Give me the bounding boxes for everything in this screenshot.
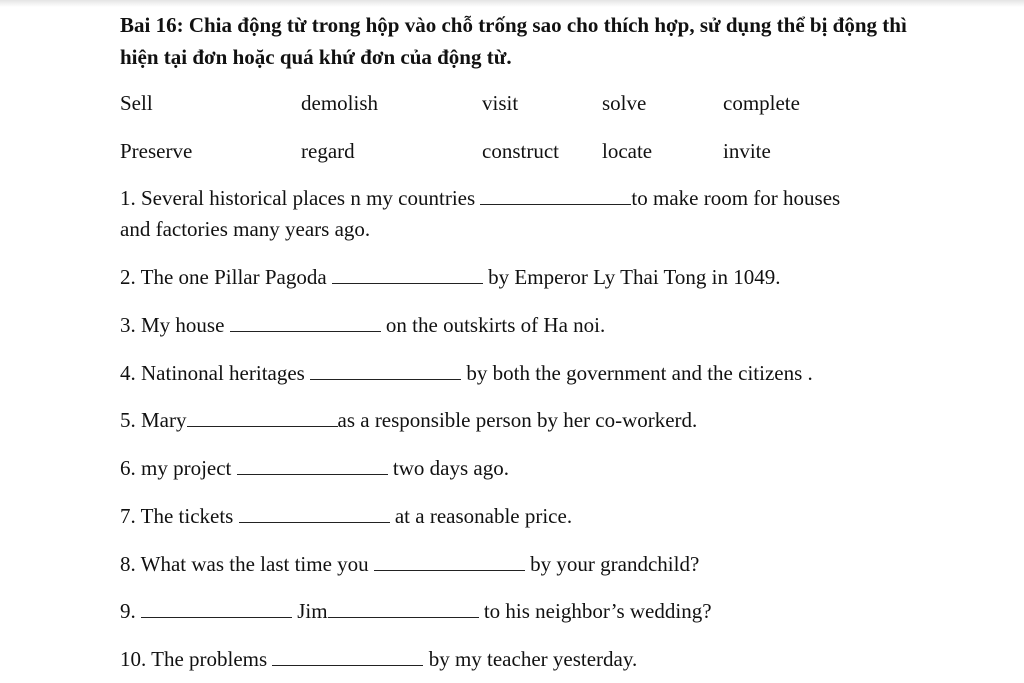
question-4 bbox=[120, 358, 900, 389]
question-text-before: The problems bbox=[151, 647, 268, 671]
verb-word: Sell bbox=[120, 91, 153, 115]
question-3 bbox=[120, 310, 900, 341]
answer-blank[interactable] bbox=[310, 361, 461, 380]
question-text-before: Several historical places n my countries bbox=[141, 186, 476, 210]
question-text-before: my project bbox=[141, 456, 232, 480]
answer-blank[interactable] bbox=[237, 456, 388, 475]
verb-word: regard bbox=[301, 139, 355, 163]
question-7 bbox=[120, 501, 900, 532]
question-text-after: two days ago. bbox=[392, 456, 509, 480]
question-text-middle: Jim bbox=[297, 599, 328, 623]
answer-blank[interactable] bbox=[328, 599, 479, 618]
question-number: 10. bbox=[120, 647, 147, 671]
verb-word: demolish bbox=[301, 91, 378, 115]
question-text-after: by both the government and the citizens . bbox=[466, 361, 813, 385]
question-text-after: by your grandchild? bbox=[530, 552, 700, 576]
question-number: 5. bbox=[120, 408, 136, 432]
question-text-after: to his neighbor’s wedding? bbox=[483, 599, 712, 623]
question-text-after: as a responsible person by her co-workerd. bbox=[337, 408, 698, 432]
question-number: 4. bbox=[120, 361, 136, 385]
question-text-before: Natinonal heritages bbox=[141, 361, 305, 385]
question-text-after: by my teacher yesterday. bbox=[428, 647, 638, 671]
window-top-shadow bbox=[0, 0, 1024, 7]
verb-word: locate bbox=[602, 139, 653, 163]
answer-blank[interactable] bbox=[374, 552, 525, 571]
answer-blank[interactable] bbox=[272, 647, 423, 666]
question-text-after: on the outskirts of Ha noi. bbox=[385, 313, 606, 337]
question-number: 7. bbox=[120, 504, 136, 528]
answer-blank[interactable] bbox=[187, 408, 338, 427]
verb-word: Preserve bbox=[120, 139, 193, 163]
question-number: 6. bbox=[120, 456, 136, 480]
question-number: 8. bbox=[120, 552, 136, 576]
question-text-before: The tickets bbox=[140, 504, 234, 528]
question-number: 2. bbox=[120, 265, 136, 289]
answer-blank[interactable] bbox=[141, 599, 292, 618]
question-text-after: by Emperor Ly Thai Tong in 1049. bbox=[488, 265, 781, 289]
verb-word: complete bbox=[723, 91, 800, 115]
verb-word: solve bbox=[602, 91, 647, 115]
question-1 bbox=[120, 183, 850, 245]
answer-blank[interactable] bbox=[332, 265, 483, 284]
question-6 bbox=[120, 453, 900, 484]
question-text-before: What was the last time you bbox=[140, 552, 369, 576]
question-9 bbox=[120, 596, 900, 627]
question-number: 3. bbox=[120, 313, 136, 337]
question-text-before: My house bbox=[141, 313, 225, 337]
verb-box-row-2 bbox=[120, 136, 880, 166]
verb-word: construct bbox=[482, 139, 559, 163]
question-number: 1. bbox=[120, 186, 136, 210]
question-8 bbox=[120, 549, 900, 580]
question-text-after: at a reasonable price. bbox=[394, 504, 573, 528]
exercise-title: Bai 16: Chia động từ trong hộp vào chỗ trống sao cho thích hợp, sử dụng thể bị động thì hiện tại đơn hoặc quá khứ đơn của động từ. bbox=[120, 13, 907, 69]
question-text-before: The one Pillar Pagoda bbox=[140, 265, 327, 289]
answer-blank[interactable] bbox=[230, 313, 381, 332]
question-10 bbox=[120, 644, 900, 675]
answer-blank[interactable] bbox=[480, 186, 631, 205]
answer-blank[interactable] bbox=[239, 504, 390, 523]
question-text-before: Mary bbox=[141, 408, 187, 432]
question-5 bbox=[120, 405, 900, 436]
question-number: 9. bbox=[120, 599, 136, 623]
verb-word: visit bbox=[482, 91, 519, 115]
question-2 bbox=[120, 262, 900, 293]
verb-box-row-1 bbox=[120, 88, 880, 118]
verb-word: invite bbox=[723, 139, 771, 163]
question-text-after: to make room for houses and factories many years ago. bbox=[120, 186, 846, 241]
